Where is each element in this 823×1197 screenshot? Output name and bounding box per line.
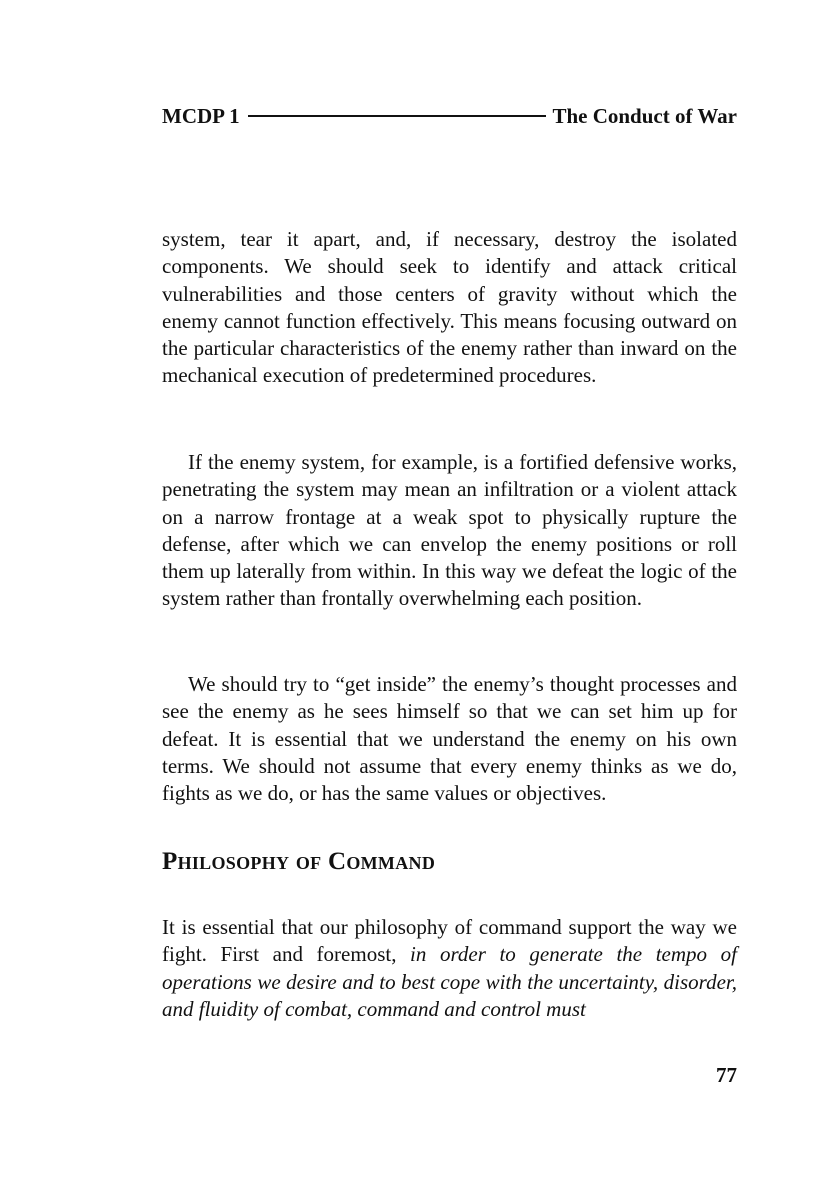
body-paragraph: system, tear it apart, and, if necessary, destroy the isolated components. We should seek to identify and attack critical vulnerabilities and those centers of gravity without which the enemy cannot function effectively. This means focusing outward on the particular characteristics of the enemy rather than inward on the mechanical execution of predetermined procedures. [162,227,737,388]
intro-text: It is essential that our philosophy of command support the way we fight. First and foremost, [162,915,737,967]
section-heading: Philosophy of Command [162,848,436,875]
emphasis-text: in order to generate the tempo of operations we desire and to best cope with the uncertainty, disorder, and fluidity of combat, command and control must [162,942,737,1021]
publication-id: MCDP 1 [162,103,240,128]
body-paragraph: If the enemy system, for example, is a fortified defensive works, penetrating the system may mean an infiltration or a violent attack on a narrow frontage at a weak spot to physically rupture the defense, after which we can envelop the enemy positions or roll them up laterally from within. In this way we defeat the logic of the system rather than frontally overwhelming each position. [162,450,737,611]
header-rule [248,115,547,117]
publication-title: The Conduct of War [552,103,737,128]
body-paragraph: We should try to “get inside” the enemy’s thought processes and see the enemy as he sees himself so that we can set him up for defeat. It is essential that we understand the enemy on his own terms. We should not assume that every enemy thinks as we do, fights as we do, or has the same values or objectives. [162,672,737,806]
section-intro-paragraph [162,914,737,1023]
page-number: 77 [716,1063,737,1087]
running-header [162,101,737,131]
